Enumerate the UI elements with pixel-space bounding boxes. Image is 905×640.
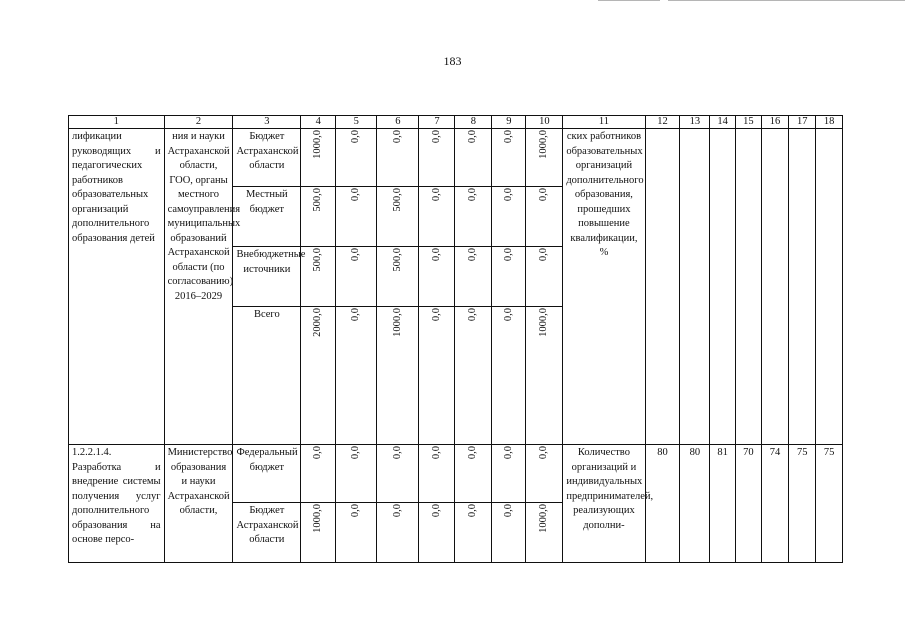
col-number: 11 <box>563 116 645 129</box>
funding-source: Федеральный бюджет <box>233 445 301 503</box>
amount-value: 0,0 <box>467 130 479 144</box>
amount-cell <box>492 503 526 563</box>
amount-cell <box>492 247 526 307</box>
amount-value: 1000,0 <box>312 130 324 159</box>
amount-cell <box>455 247 492 307</box>
amount-cell <box>492 307 526 445</box>
activity-description: 1.2.2.1.4. Разработка и внедрение системы получения услуг дополнительного образования на основе персо- <box>69 445 165 563</box>
amount-cell <box>526 129 563 187</box>
amount-cell <box>336 445 377 503</box>
column-number-row <box>69 116 843 129</box>
amount-cell <box>419 307 455 445</box>
amount-value: 0,0 <box>467 446 479 460</box>
amount-value: 0,0 <box>430 308 442 322</box>
amount-value: 0,0 <box>391 130 403 144</box>
col-number: 12 <box>645 116 680 129</box>
amount-value: 1000,0 <box>538 308 550 337</box>
amount-cell <box>455 503 492 563</box>
amount-value: 0,0 <box>312 446 324 460</box>
amount-cell <box>419 445 455 503</box>
amount-cell <box>377 503 419 563</box>
amount-cell <box>526 187 563 247</box>
amount-cell <box>492 445 526 503</box>
amount-value: 500,0 <box>312 248 324 272</box>
col-number: 7 <box>419 116 455 129</box>
amount-value: 0,0 <box>391 446 403 460</box>
target-cell <box>645 129 680 445</box>
target-value: 70 <box>735 445 761 563</box>
executor-cell: ния и науки Астраханской области, ГОО, органы местного самоуправления муниципальных образований Астраханской области (по согласованию) 2016–2029 <box>164 129 233 445</box>
amount-value: 0,0 <box>502 504 514 518</box>
target-value: 75 <box>816 445 843 563</box>
amount-value: 500,0 <box>312 188 324 212</box>
amount-value: 0,0 <box>430 188 442 202</box>
amount-value: 0,0 <box>467 308 479 322</box>
amount-value: 0,0 <box>350 130 362 144</box>
amount-cell <box>419 129 455 187</box>
amount-cell <box>336 307 377 445</box>
amount-value: 0,0 <box>350 446 362 460</box>
amount-cell <box>526 445 563 503</box>
amount-value: 0,0 <box>350 504 362 518</box>
top-edge-line-left <box>598 0 660 1</box>
amount-cell <box>377 187 419 247</box>
amount-cell <box>526 503 563 563</box>
amount-cell <box>301 129 336 187</box>
amount-value: 0,0 <box>538 446 550 460</box>
amount-value: 0,0 <box>502 248 514 262</box>
amount-value: 0,0 <box>430 130 442 144</box>
amount-cell <box>455 187 492 247</box>
amount-value: 0,0 <box>391 504 403 518</box>
funding-source: Внебюджетные источники <box>233 247 301 307</box>
amount-value: 0,0 <box>502 188 514 202</box>
amount-value: 0,0 <box>467 188 479 202</box>
amount-value: 2000,0 <box>312 308 324 337</box>
activity-description: лификации руководящих и педагогических работников образовательных организаций дополнительного образования детей <box>69 129 165 445</box>
amount-cell <box>526 307 563 445</box>
amount-value: 0,0 <box>502 130 514 144</box>
amount-cell <box>419 503 455 563</box>
col-number: 1 <box>69 116 165 129</box>
col-number: 17 <box>789 116 816 129</box>
amount-value: 0,0 <box>538 248 550 262</box>
col-number: 2 <box>164 116 233 129</box>
amount-cell <box>301 503 336 563</box>
amount-cell <box>301 445 336 503</box>
amount-cell <box>492 187 526 247</box>
target-cell <box>761 129 789 445</box>
amount-cell <box>336 129 377 187</box>
amount-value: 500,0 <box>391 188 403 212</box>
funding-source: Бюджет Астраханской области <box>233 503 301 563</box>
col-number: 3 <box>233 116 301 129</box>
col-number: 15 <box>735 116 761 129</box>
amount-cell <box>377 445 419 503</box>
amount-value: 0,0 <box>538 188 550 202</box>
col-number: 16 <box>761 116 789 129</box>
amount-value: 1000,0 <box>312 504 324 533</box>
amount-cell <box>301 247 336 307</box>
col-number: 4 <box>301 116 336 129</box>
budget-table <box>68 115 843 563</box>
amount-value: 0,0 <box>467 248 479 262</box>
top-edge-line-right <box>668 0 905 1</box>
amount-cell <box>526 247 563 307</box>
amount-value: 0,0 <box>502 308 514 322</box>
amount-value: 500,0 <box>391 248 403 272</box>
amount-cell <box>336 247 377 307</box>
col-number: 18 <box>816 116 843 129</box>
page-number: 183 <box>443 54 462 68</box>
amount-cell <box>336 187 377 247</box>
funding-source: Местный бюджет <box>233 187 301 247</box>
col-number: 6 <box>377 116 419 129</box>
col-number: 14 <box>710 116 736 129</box>
amount-value: 0,0 <box>430 248 442 262</box>
amount-cell <box>492 129 526 187</box>
target-value: 75 <box>789 445 816 563</box>
target-value: 80 <box>680 445 710 563</box>
target-cell <box>789 129 816 445</box>
table-row <box>69 445 843 503</box>
amount-cell <box>419 187 455 247</box>
col-number: 5 <box>336 116 377 129</box>
target-value: 80 <box>645 445 680 563</box>
amount-value: 0,0 <box>350 308 362 322</box>
target-cell <box>680 129 710 445</box>
amount-cell <box>455 129 492 187</box>
amount-value: 0,0 <box>430 504 442 518</box>
amount-value: 1000,0 <box>538 504 550 533</box>
amount-value: 1000,0 <box>538 130 550 159</box>
funding-source: Бюджет Астраханской области <box>233 129 301 187</box>
amount-value: 0,0 <box>350 248 362 262</box>
amount-value: 0,0 <box>430 446 442 460</box>
amount-value: 0,0 <box>502 446 514 460</box>
amount-cell <box>301 307 336 445</box>
amount-cell <box>336 503 377 563</box>
amount-cell <box>455 445 492 503</box>
indicator-description: Количество организаций и индивидуальных предпринимателей, реализующих дополни- <box>563 445 645 563</box>
amount-cell <box>419 247 455 307</box>
funding-source: Всего <box>233 307 301 445</box>
indicator-description: ских работников образовательных организаций дополнительного образования, прошедших повышение квалификации, % <box>563 129 645 445</box>
amount-value: 0,0 <box>467 504 479 518</box>
target-cell <box>735 129 761 445</box>
target-value: 74 <box>761 445 789 563</box>
target-cell <box>816 129 843 445</box>
target-cell <box>710 129 736 445</box>
col-number: 10 <box>526 116 563 129</box>
col-number: 13 <box>680 116 710 129</box>
amount-cell <box>377 307 419 445</box>
executor-cell: Министерство образования и науки Астраханской области, <box>164 445 233 563</box>
amount-value: 0,0 <box>350 188 362 202</box>
amount-cell <box>455 307 492 445</box>
amount-cell <box>377 247 419 307</box>
amount-value: 1000,0 <box>391 308 403 337</box>
table-row <box>69 129 843 187</box>
col-number: 9 <box>492 116 526 129</box>
amount-cell <box>377 129 419 187</box>
target-value: 81 <box>710 445 736 563</box>
col-number: 8 <box>455 116 492 129</box>
amount-cell <box>301 187 336 247</box>
